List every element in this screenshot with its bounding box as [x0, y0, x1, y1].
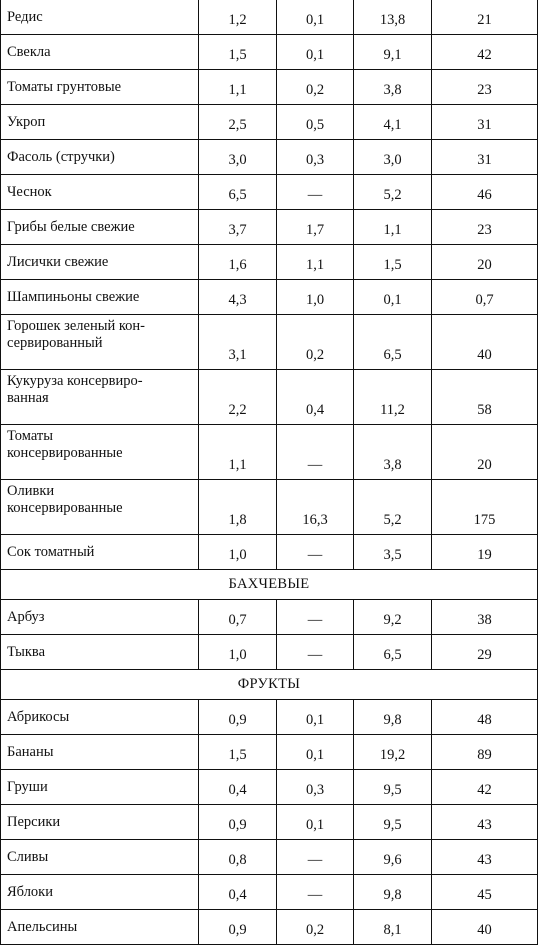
table-row [1, 210, 538, 245]
value-cell-1: 0,9 [199, 910, 277, 945]
value-cell-2: 0,3 [277, 770, 354, 805]
value-cell-1: 3,7 [199, 210, 277, 245]
value-cell-4: 40 [432, 910, 538, 945]
value-cell-4: 43 [432, 840, 538, 875]
value-cell-3: 8,1 [354, 910, 432, 945]
table-row [1, 840, 538, 875]
value-cell-1: 4,3 [199, 280, 277, 315]
value-cell-4: 31 [432, 105, 538, 140]
product-name-cell: Тыква [1, 635, 199, 670]
value-cell-4: 23 [432, 70, 538, 105]
product-name-cell: Апельсины [1, 910, 199, 945]
value-cell-3: 11,2 [354, 370, 432, 425]
value-cell-3: 1,1 [354, 210, 432, 245]
value-cell-2: 0,2 [277, 910, 354, 945]
table-row [1, 700, 538, 735]
table-row [1, 875, 538, 910]
value-cell-4: 42 [432, 35, 538, 70]
value-cell-3: 9,5 [354, 805, 432, 840]
value-cell-3: 3,5 [354, 535, 432, 570]
value-cell-4: 23 [432, 210, 538, 245]
value-cell-2: — [277, 635, 354, 670]
value-cell-2: — [277, 535, 354, 570]
product-name-cell: Грибы белые свежие [1, 210, 199, 245]
value-cell-1: 0,7 [199, 600, 277, 635]
table-row [1, 600, 538, 635]
value-cell-1: 1,1 [199, 70, 277, 105]
product-name-cell: Арбуз [1, 600, 199, 635]
product-name-cell: Редис [1, 0, 199, 35]
value-cell-3: 6,5 [354, 315, 432, 370]
value-cell-1: 0,9 [199, 805, 277, 840]
value-cell-2: 0,4 [277, 370, 354, 425]
value-cell-4: 175 [432, 480, 538, 535]
value-cell-1: 1,8 [199, 480, 277, 535]
value-cell-2: 0,1 [277, 35, 354, 70]
product-name-cell: Яблоки [1, 875, 199, 910]
value-cell-2: 0,2 [277, 315, 354, 370]
value-cell-4: 43 [432, 805, 538, 840]
product-name-cell: Укроп [1, 105, 199, 140]
value-cell-3: 19,2 [354, 735, 432, 770]
product-name-cell: Абрикосы [1, 700, 199, 735]
value-cell-1: 0,4 [199, 875, 277, 910]
value-cell-1: 1,0 [199, 635, 277, 670]
value-cell-1: 3,0 [199, 140, 277, 175]
table-row [1, 425, 538, 480]
value-cell-3: 6,5 [354, 635, 432, 670]
value-cell-3: 9,6 [354, 840, 432, 875]
product-name-cell: Чеснок [1, 175, 199, 210]
product-name-cell: Томаты грунтовые [1, 70, 199, 105]
table-row [1, 35, 538, 70]
value-cell-4: 0,7 [432, 280, 538, 315]
table-row [1, 535, 538, 570]
value-cell-4: 20 [432, 425, 538, 480]
value-cell-1: 1,2 [199, 0, 277, 35]
product-name-cell: Сок томатный [1, 535, 199, 570]
value-cell-1: 1,5 [199, 735, 277, 770]
table-row [1, 635, 538, 670]
value-cell-3: 5,2 [354, 175, 432, 210]
value-cell-3: 9,5 [354, 770, 432, 805]
value-cell-2: — [277, 425, 354, 480]
product-name-cell: Персики [1, 805, 199, 840]
value-cell-3: 3,8 [354, 425, 432, 480]
value-cell-2: — [277, 175, 354, 210]
table-row [1, 370, 538, 425]
value-cell-1: 0,4 [199, 770, 277, 805]
value-cell-3: 3,8 [354, 70, 432, 105]
value-cell-2: 0,3 [277, 140, 354, 175]
value-cell-3: 3,0 [354, 140, 432, 175]
value-cell-1: 0,8 [199, 840, 277, 875]
table-row [1, 910, 538, 945]
value-cell-1: 1,5 [199, 35, 277, 70]
product-name-cell: Лисички свежие [1, 245, 199, 280]
value-cell-4: 40 [432, 315, 538, 370]
value-cell-4: 29 [432, 635, 538, 670]
value-cell-2: 0,2 [277, 70, 354, 105]
section-header-row [1, 670, 538, 700]
product-name-cell: Томаты консервированные [1, 425, 199, 480]
value-cell-1: 1,0 [199, 535, 277, 570]
value-cell-1: 1,6 [199, 245, 277, 280]
section-header-row [1, 570, 538, 600]
value-cell-1: 6,5 [199, 175, 277, 210]
value-cell-2: — [277, 600, 354, 635]
value-cell-3: 13,8 [354, 0, 432, 35]
value-cell-3: 0,1 [354, 280, 432, 315]
value-cell-1: 2,2 [199, 370, 277, 425]
value-cell-2: 0,1 [277, 0, 354, 35]
value-cell-2: — [277, 840, 354, 875]
value-cell-4: 19 [432, 535, 538, 570]
value-cell-4: 42 [432, 770, 538, 805]
value-cell-2: 0,5 [277, 105, 354, 140]
table-row [1, 315, 538, 370]
value-cell-4: 58 [432, 370, 538, 425]
value-cell-2: 1,1 [277, 245, 354, 280]
table-row [1, 245, 538, 280]
value-cell-2: — [277, 875, 354, 910]
value-cell-1: 1,1 [199, 425, 277, 480]
table-row [1, 735, 538, 770]
section-title: БАХЧЕВЫЕ [1, 570, 538, 600]
table-row [1, 280, 538, 315]
value-cell-1: 3,1 [199, 315, 277, 370]
value-cell-2: 16,3 [277, 480, 354, 535]
value-cell-2: 0,1 [277, 735, 354, 770]
value-cell-3: 9,8 [354, 875, 432, 910]
value-cell-4: 31 [432, 140, 538, 175]
product-name-cell: Горошек зеленый кон- сервированный [1, 315, 199, 370]
value-cell-4: 48 [432, 700, 538, 735]
table-row [1, 140, 538, 175]
product-name-cell: Фасоль (стручки) [1, 140, 199, 175]
value-cell-1: 2,5 [199, 105, 277, 140]
value-cell-2: 0,1 [277, 700, 354, 735]
table-row [1, 805, 538, 840]
value-cell-4: 21 [432, 0, 538, 35]
value-cell-4: 45 [432, 875, 538, 910]
value-cell-4: 38 [432, 600, 538, 635]
value-cell-4: 46 [432, 175, 538, 210]
value-cell-3: 4,1 [354, 105, 432, 140]
section-title: ФРУКТЫ [1, 670, 538, 700]
product-name-cell: Свекла [1, 35, 199, 70]
value-cell-4: 89 [432, 735, 538, 770]
table-row [1, 480, 538, 535]
value-cell-3: 9,8 [354, 700, 432, 735]
product-name-cell: Шампиньоны свежие [1, 280, 199, 315]
product-name-cell: Бананы [1, 735, 199, 770]
value-cell-1: 0,9 [199, 700, 277, 735]
product-name-cell: Груши [1, 770, 199, 805]
table-body [1, 0, 538, 945]
value-cell-3: 1,5 [354, 245, 432, 280]
table-row [1, 175, 538, 210]
table-row [1, 770, 538, 805]
product-name-cell: Кукуруза консервиро- ванная [1, 370, 199, 425]
table-row [1, 105, 538, 140]
value-cell-3: 9,2 [354, 600, 432, 635]
product-name-cell: Оливки консервированные [1, 480, 199, 535]
value-cell-2: 0,1 [277, 805, 354, 840]
value-cell-3: 5,2 [354, 480, 432, 535]
table-row [1, 70, 538, 105]
product-name-cell: Сливы [1, 840, 199, 875]
value-cell-4: 20 [432, 245, 538, 280]
value-cell-3: 9,1 [354, 35, 432, 70]
value-cell-2: 1,7 [277, 210, 354, 245]
value-cell-2: 1,0 [277, 280, 354, 315]
table-row [1, 0, 538, 35]
